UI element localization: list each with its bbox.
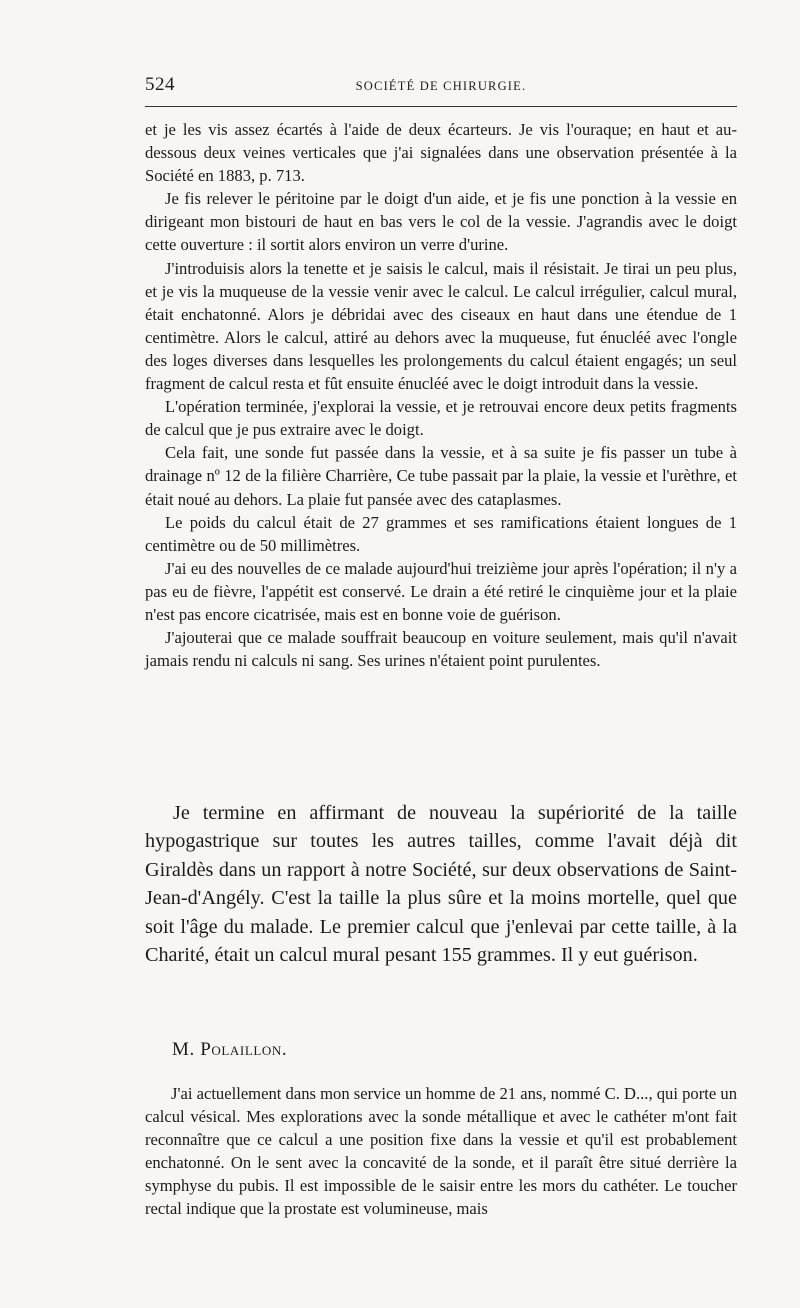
paragraph: Le poids du calcul était de 27 grammes et ses ramifications étaient longues de 1 centimètre ou de 50 millimètres.: [145, 512, 737, 555]
speaker-prefix: M.: [172, 1039, 201, 1060]
page-number: 524: [145, 74, 175, 95]
speaker-heading: [172, 1039, 287, 1061]
paragraph: J'ajouterai que ce malade souffrait beaucoup en voiture seulement, mais qu'il n'avait jamais rendu ni calculs ni sang. Ses urines n'étaient point purulentes.: [145, 628, 737, 671]
paragraph: et je les vis assez écartés à l'aide de deux écarteurs. Je vis l'ouraque; en haut et au-dessous deux veines verticales que j'ai signalées dans une observation présentée à la Société en 1883, p. 713.: [145, 120, 737, 186]
header-rule: [145, 106, 737, 107]
observation-text: [145, 118, 737, 672]
conclusion-text: [145, 799, 737, 969]
paragraph: Je fis relever le péritoine par le doigt d'un aide, et je fis une ponction à la vessie en dirigeant mon bistouri de haut en bas vers le col de la vessie. J'agrandis avec le doigt cette ouverture : il sortit alors environ un verre d'urine.: [145, 189, 737, 255]
running-head: SOCIÉTÉ DE CHIRURGIE.: [355, 79, 527, 93]
page-header: [145, 74, 737, 98]
paragraph: L'opération terminée, j'explorai la vessie, et je retrouvai encore deux petits fragments de calcul que je pus extraire avec le doigt.: [145, 397, 737, 440]
statement-text: [145, 1082, 737, 1220]
speaker-name: Polaillon.: [200, 1039, 288, 1060]
paragraph: Je termine en affirmant de nouveau la supériorité de la taille hypogastrique sur toutes les autres tailles, comme l'avait déjà dit Giraldès dans un rapport à notre Société, sur deux observations de Saint-Jean-d'Angély. C'est la taille la plus sûre et la moins mortelle, quel que soit l'âge du malade. Le premier calcul que j'enlevai par cette taille, à la Charité, était un calcul mural pesant 155 grammes. Il y eut guérison.: [145, 802, 737, 967]
paragraph: J'ai actuellement dans mon service un homme de 21 ans, nommé C. D..., qui porte un calcul vésical. Mes explorations avec la sonde métallique et avec le cathéter m'ont fait reconnaître que ce calcul a une position fixe dans la vessie et qu'il est probablement enchatonné. On le sent avec la concavité de la sonde, et il paraît être situé derrière la symphyse du pubis. Il est impossible de le saisir entre les mors du cathéter. Le toucher rectal indique que la prostate est volumineuse, mais: [145, 1084, 737, 1218]
paragraph: J'ai eu des nouvelles de ce malade aujourd'hui treizième jour après l'opération; il n'y a pas eu de fièvre, l'appétit est conservé. Le drain a été retiré le cinquième jour et la plaie n'est pas encore cicatrisée, mais est en bonne voie de guérison.: [145, 558, 737, 624]
paragraph: Cela fait, une sonde fut passée dans la vessie, et à sa suite je fis passer un tube à drainage nº 12 de la filière Charrière, Ce tube passait par la plaie, la vessie et l'urèthre, et était noué au dehors. La plaie fut pansée avec des cataplasmes.: [145, 443, 737, 509]
paragraph: J'introduisis alors la tenette et je saisis le calcul, mais il résistait. Je tirai un peu plus, et je vis la muqueuse de la vessie venir avec le calcul. Le calcul irrégulier, calcul mural, était enchatonné. Alors je débridai avec des ciseaux en haut dans une étendue de 1 centimètre. Alors le calcul, attiré au dehors avec la muqueuse, fut énucléé avec l'ongle des loges diverses dans lesquelles les prolongements du calcul étaient engagés; un seul fragment de calcul resta et fût ensuite énucléé avec le doigt introduit dans la vessie.: [145, 258, 737, 394]
